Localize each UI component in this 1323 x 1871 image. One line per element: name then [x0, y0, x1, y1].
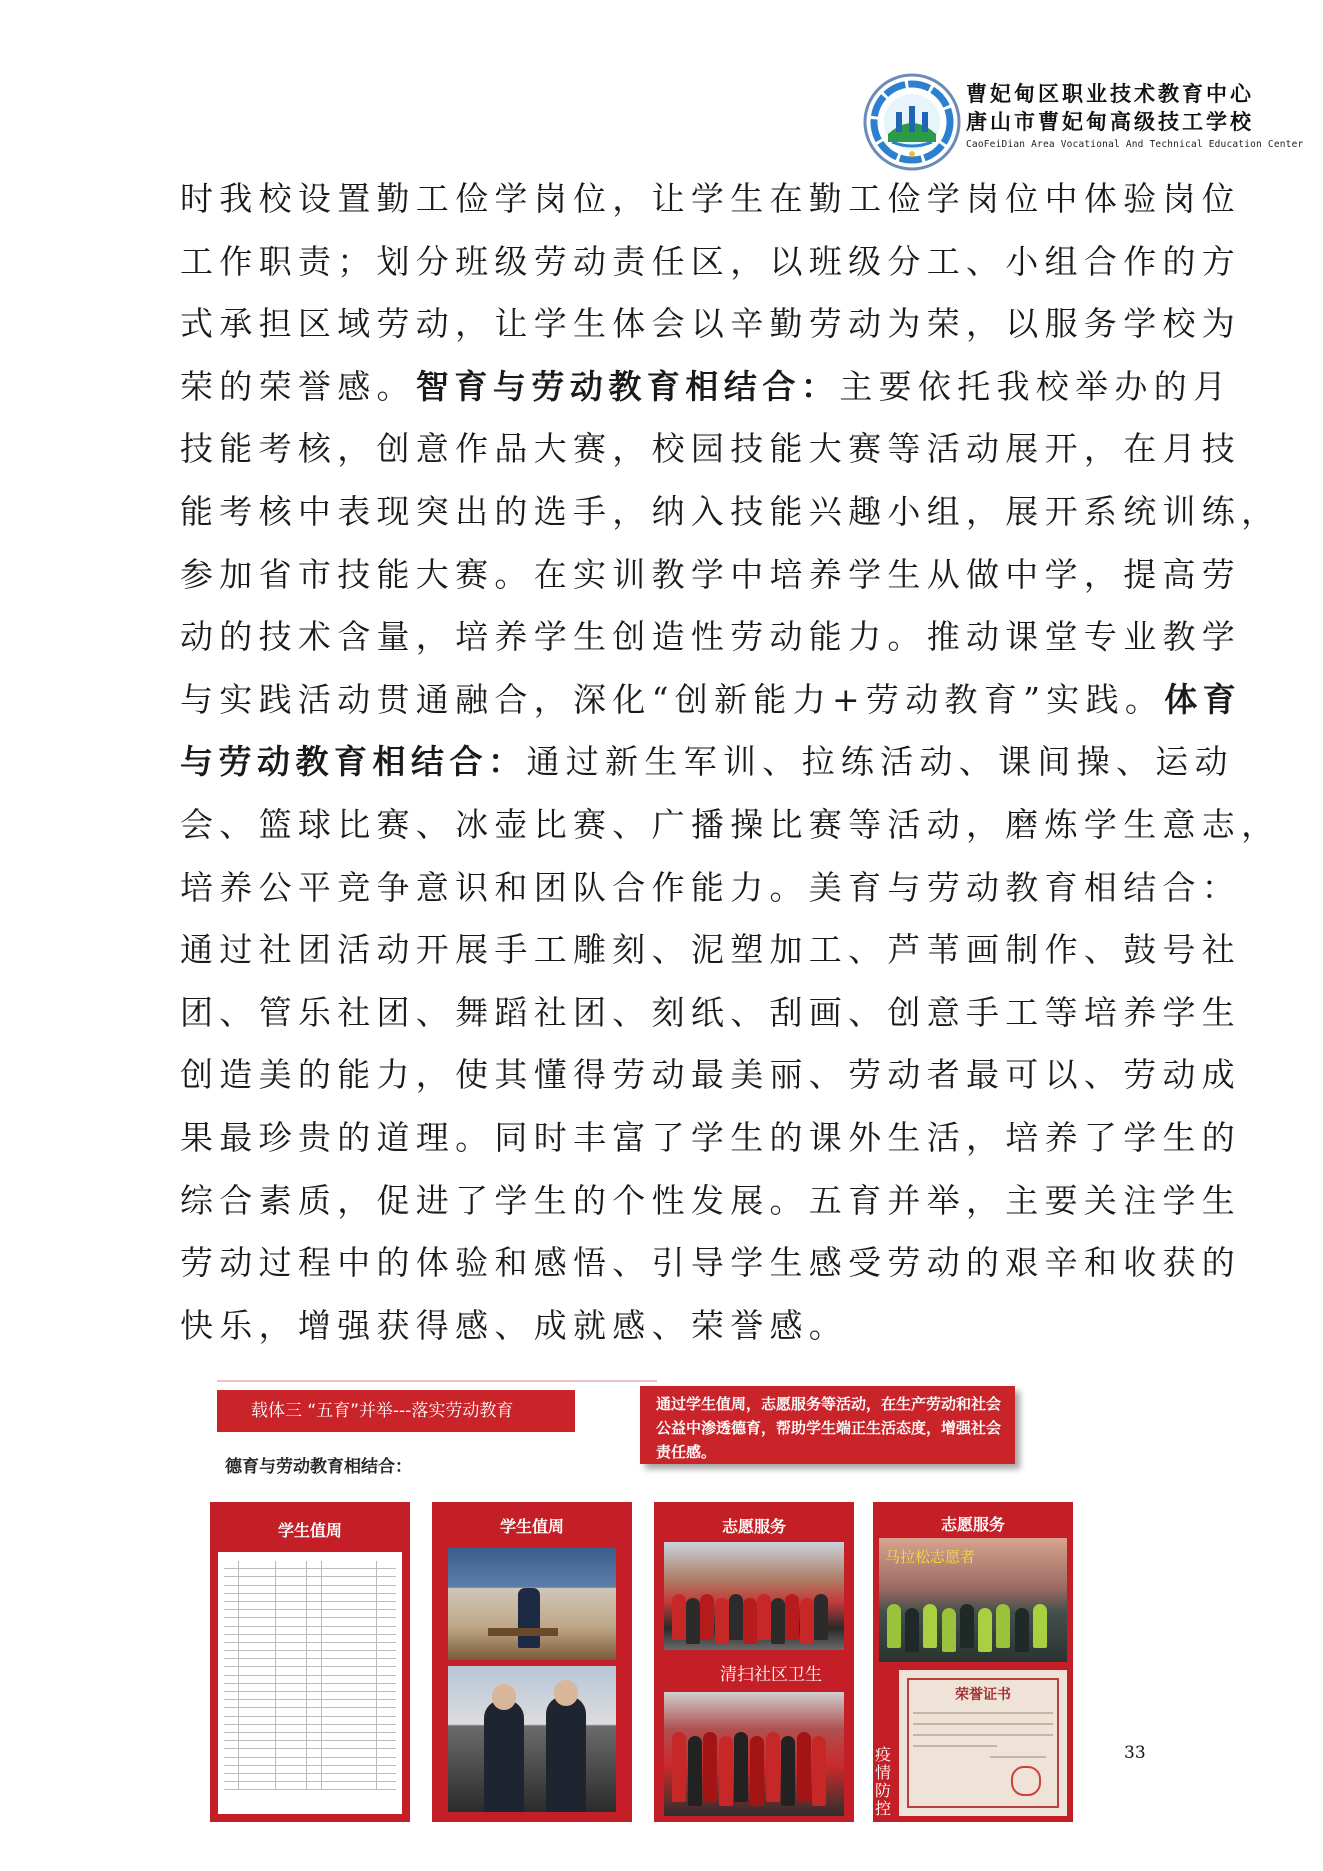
text-segment: 与实践活动贯通融合，深化“创新能力+劳动教育”实践。 [180, 679, 1165, 719]
person-figure [757, 1594, 771, 1640]
collage-banner: 载体三 “五育”并举---落实劳动教育 [217, 1390, 575, 1432]
school-logo-icon [862, 72, 962, 172]
person-figure [750, 1736, 764, 1806]
photo-students-on-duty [448, 1666, 616, 1812]
photo-volunteers-cleaning [664, 1542, 844, 1650]
panel-volunteer-cleaning [654, 1502, 854, 1822]
person-figure [734, 1732, 748, 1802]
photo-volunteer-group [664, 1692, 844, 1816]
table-row [224, 1586, 396, 1594]
person-figure [688, 1736, 702, 1806]
person-figure [978, 1608, 992, 1652]
table-row [224, 1758, 396, 1766]
text-segment: 团、管乐社团、舞蹈社团、刻纸、刮画、创意手工等培养学生 [180, 992, 1242, 1032]
text-line [180, 544, 1242, 607]
person-figure [1033, 1604, 1047, 1648]
duty-schedule-table [218, 1552, 402, 1814]
table-row [224, 1659, 396, 1667]
person-figure [719, 1736, 733, 1806]
photo-classroom [448, 1548, 616, 1660]
person-figure [672, 1594, 686, 1640]
person-figure [1015, 1608, 1029, 1652]
table-row [224, 1635, 396, 1643]
text-segment: 综合素质，促进了学生的个性发展。五育并举，主要关注学生 [180, 1180, 1242, 1220]
panel-title: 学生值周 [499, 1517, 564, 1536]
table-row [224, 1766, 396, 1774]
text-segment: 动的技术含量，培养学生创造性劳动能力。推动课堂专业教学 [180, 617, 1242, 657]
person-figure [887, 1604, 901, 1648]
table-row [224, 1651, 396, 1659]
text-line [180, 1170, 1242, 1233]
table-row [224, 1741, 396, 1749]
page-number: 33 [1124, 1743, 1146, 1763]
text-line [180, 168, 1242, 231]
panel-title: 学生值周 [277, 1521, 342, 1540]
text-segment: 时我校设置勤工俭学岗位，让学生在勤工俭学岗位中体验岗位 [180, 179, 1242, 218]
person-figure [942, 1608, 956, 1652]
table-row [224, 1627, 396, 1635]
text-segment: 能考核中表现突出的选手，纳入技能兴趣小组，展开系统训练， [180, 491, 1281, 531]
table-row [224, 1725, 396, 1733]
text-line [180, 356, 1233, 419]
panel-volunteer-marathon [873, 1502, 1073, 1822]
text-line [180, 919, 1242, 982]
text-segment: 技能考核，创意作品大赛，校园技能大赛等活动展开，在月技 [180, 429, 1242, 469]
text-line [180, 231, 1242, 294]
table-row [224, 1667, 396, 1675]
table-row [224, 1749, 396, 1757]
table-row [224, 1569, 396, 1577]
activity-collage [205, 1380, 1075, 1830]
person-figure [672, 1732, 686, 1802]
photo-caption: 马拉松志愿者 [885, 1548, 976, 1566]
person-figure [729, 1594, 743, 1640]
schedule-table-header [218, 1552, 402, 1561]
page-header [862, 70, 1304, 160]
text-segment: 通过社团活动开展手工雕刻、泥塑加工、芦苇画制作、鼓号社 [180, 930, 1242, 970]
text-line [180, 669, 1242, 732]
text-line [180, 293, 1242, 356]
person-figure [781, 1736, 795, 1806]
collage-subheading: 德育与劳动教育相结合： [225, 1457, 412, 1477]
text-segment: 工作职责；划分班级劳动责任区，以班级分工、小组合作的方 [180, 241, 1242, 281]
text-line [180, 1232, 1242, 1295]
text-line [180, 731, 1234, 794]
text-line [180, 418, 1242, 481]
table-row [224, 1610, 396, 1618]
school-name-line1: 曹妃甸区职业技术教育中心 [966, 82, 1254, 106]
table-row [224, 1717, 396, 1725]
table-row [224, 1733, 396, 1741]
text-segment: 果最珍贵的道理。同时丰富了学生的课外生活，培养了学生的 [180, 1117, 1242, 1157]
table-row [224, 1782, 396, 1790]
person-figure [996, 1604, 1010, 1648]
table-row [224, 1692, 396, 1700]
person-figure [814, 1594, 828, 1640]
person-figure [923, 1604, 937, 1648]
person-figure [905, 1608, 919, 1652]
text-segment: 会、篮球比赛、冰壶比赛、广播操比赛等活动，磨炼学生意志， [180, 804, 1281, 844]
person-figure [700, 1594, 714, 1640]
table-row [224, 1700, 396, 1708]
table-row [224, 1708, 396, 1716]
person-figure [686, 1598, 700, 1644]
table-row [224, 1643, 396, 1651]
certificate-title: 荣誉证书 [955, 1687, 1011, 1703]
person-figure [766, 1732, 780, 1802]
panel-title: 志愿服务 [721, 1517, 786, 1536]
table-row [224, 1577, 396, 1585]
divider [217, 1380, 657, 1382]
table-row [224, 1684, 396, 1692]
text-line [180, 794, 1281, 857]
panel-student-duty-schedule [210, 1502, 410, 1822]
text-line [180, 857, 1242, 920]
table-row [224, 1774, 396, 1782]
text-line [180, 606, 1242, 669]
text-line [180, 481, 1281, 544]
photo-caption: 清扫社区卫生 [720, 1665, 822, 1685]
collage-notice: 通过学生值周，志愿服务等活动，在生产劳动和社会公益中渗透德育，帮助学生端正生活态度，增强社会责任感。 [640, 1386, 1015, 1464]
text-line [180, 1295, 1155, 1358]
text-segment: 式承担区域劳动，让学生体会以辛勤劳动为荣，以服务学校为 [180, 304, 1242, 344]
photo-marathon-volunteers [879, 1538, 1067, 1662]
table-row [224, 1561, 396, 1569]
photo-honor-certificate [899, 1670, 1067, 1816]
bold-heading-text: 智育与劳动教育相结合： [415, 366, 840, 406]
bold-heading-text: 体育 [1164, 679, 1242, 719]
table-row [224, 1676, 396, 1684]
text-segment: 培养公平竞争意识和团队合作能力。美育与劳动教育相结合： [180, 867, 1242, 907]
text-segment: 主要依托我校举办的月 [839, 366, 1233, 406]
person-figure [771, 1598, 785, 1644]
panel-student-duty-photos [432, 1502, 632, 1822]
text-segment: 参加省市技能大赛。在实训教学中培养学生从做中学，提高劳 [180, 554, 1242, 594]
text-segment: 快乐，增强获得感、成就感、荣誉感。 [180, 1305, 849, 1345]
person-figure [703, 1732, 717, 1802]
panel-title: 志愿服务 [940, 1515, 1005, 1534]
text-segment: 创造美的能力，使其懂得劳动最美丽、劳动者最可以、劳动成 [180, 1055, 1242, 1095]
text-segment: 荣的荣誉感。 [180, 366, 416, 406]
person-figure [960, 1604, 974, 1648]
person-figure [812, 1736, 826, 1806]
text-line [180, 1107, 1242, 1170]
text-line [180, 982, 1242, 1045]
person-figure [715, 1598, 729, 1644]
side-caption: 疫情防控 [875, 1745, 892, 1818]
school-name [966, 80, 1304, 150]
table-row [224, 1602, 396, 1610]
text-segment: 通过新生军训、拉练活动、课间操、运动 [526, 742, 1234, 782]
text-segment: 劳动过程中的体验和感悟、引导学生感受劳动的艰辛和收获的 [180, 1243, 1242, 1283]
bold-heading-text: 与劳动教育相结合： [180, 742, 527, 782]
table-row [224, 1594, 396, 1602]
text-line [180, 1044, 1242, 1107]
person-figure [743, 1598, 757, 1644]
person-figure [785, 1594, 799, 1640]
person-figure [797, 1732, 811, 1802]
body-paragraph [180, 168, 1281, 1357]
person-figure [800, 1598, 814, 1644]
table-row [224, 1618, 396, 1626]
school-name-line2: 唐山市曹妃甸高级技工学校 [966, 110, 1254, 134]
school-name-english: CaoFeiDian Area Vocational And Technical Education Center [966, 139, 1304, 150]
